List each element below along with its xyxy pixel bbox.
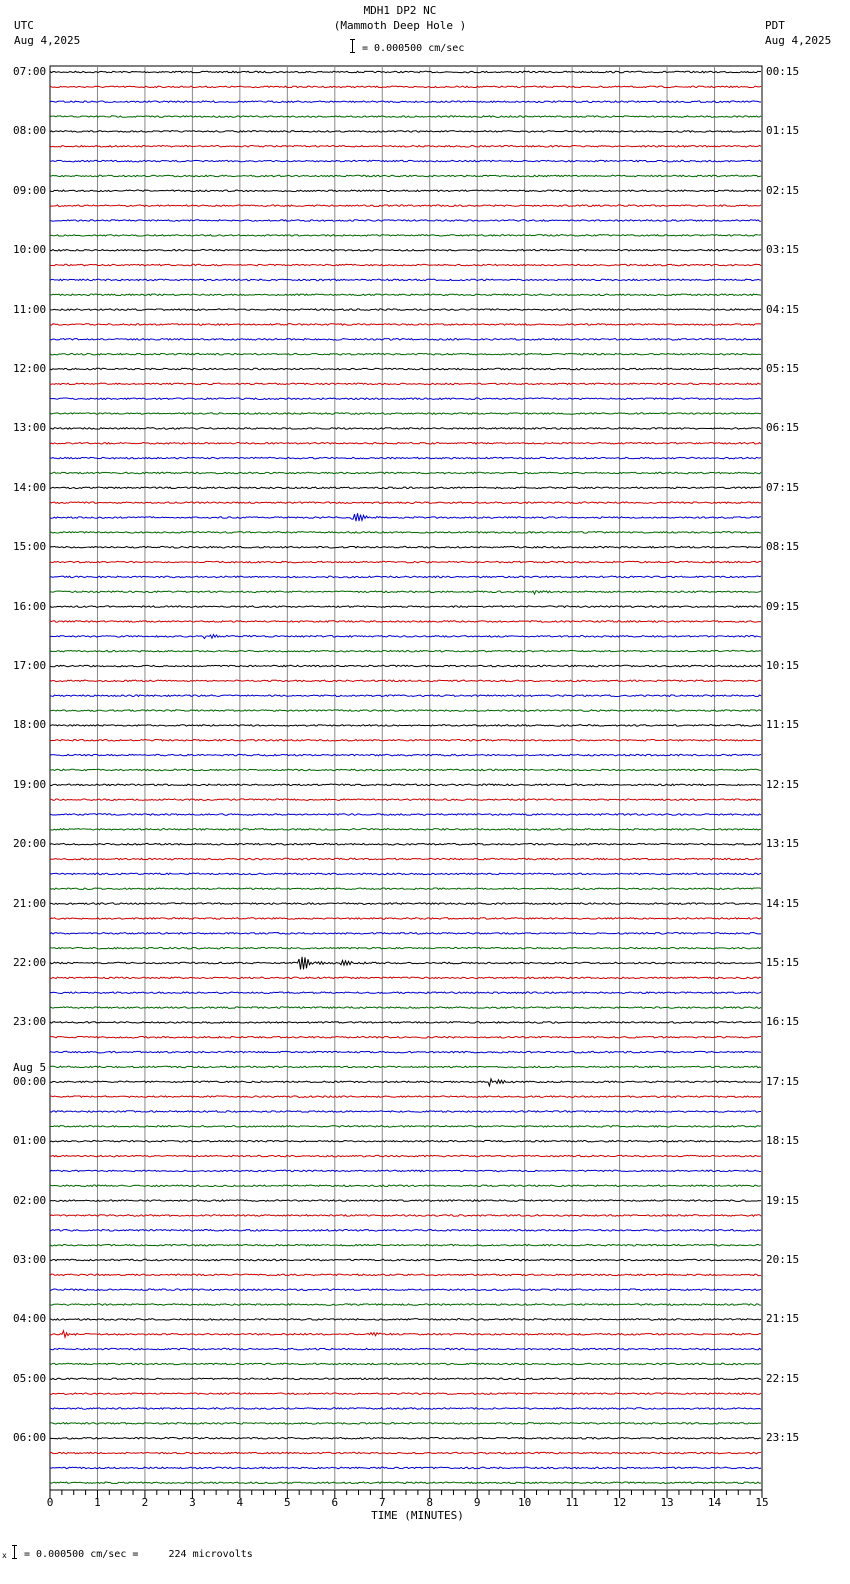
scale-label: = 0.000500 cm/sec bbox=[362, 43, 465, 54]
trace-line bbox=[50, 769, 761, 771]
trace-line bbox=[50, 634, 761, 638]
pdt-hour-label: 22:15 bbox=[766, 1371, 800, 1385]
x-tick-label: 14 bbox=[707, 1496, 722, 1509]
trace-line bbox=[50, 279, 761, 281]
utc-date-label: Aug 4,2025 bbox=[14, 34, 81, 47]
trace-line bbox=[50, 858, 761, 860]
utc-hour-label: 14:00 bbox=[13, 480, 47, 494]
trace-line bbox=[50, 1066, 761, 1068]
trace-line bbox=[50, 487, 761, 489]
trace-line bbox=[50, 532, 761, 534]
trace-line bbox=[50, 1036, 761, 1038]
utc-day-change-label: Aug 5 bbox=[13, 1060, 47, 1074]
trace-line bbox=[50, 1244, 761, 1246]
trace-line bbox=[50, 725, 761, 727]
trace-line bbox=[50, 428, 761, 430]
utc-hour-label: 10:00 bbox=[13, 243, 47, 257]
x-tick-label: 3 bbox=[189, 1496, 196, 1509]
trace-line bbox=[50, 1304, 761, 1306]
trace-line bbox=[50, 918, 761, 920]
pdt-hour-label: 15:15 bbox=[766, 956, 800, 969]
trace-line bbox=[50, 457, 761, 459]
trace-line bbox=[50, 175, 761, 177]
footer-scale-label: = 0.000500 cm/sec = 224 microvolts bbox=[24, 1549, 253, 1560]
trace-line bbox=[50, 957, 761, 970]
x-tick-label: 15 bbox=[755, 1496, 769, 1509]
utc-hour-label: 00:00 bbox=[13, 1074, 47, 1088]
pdt-hour-label: 04:15 bbox=[766, 302, 800, 316]
utc-hour-label: 21:00 bbox=[13, 896, 47, 910]
pdt-hour-label: 17:15 bbox=[766, 1074, 800, 1088]
trace-line bbox=[50, 814, 761, 816]
trace-line bbox=[50, 665, 761, 667]
trace-line bbox=[50, 888, 761, 890]
utc-hour-label: 03:00 bbox=[13, 1253, 47, 1266]
x-tick-label: 12 bbox=[612, 1496, 627, 1509]
trace-line bbox=[50, 1079, 761, 1086]
trace-line bbox=[50, 131, 761, 133]
pdt-date-label: Aug 4,2025 bbox=[765, 34, 832, 47]
trace-line bbox=[50, 413, 761, 415]
x-tick-label: 7 bbox=[378, 1496, 386, 1509]
trace-line bbox=[50, 1331, 761, 1338]
trace-line bbox=[50, 1096, 761, 1098]
trace-line bbox=[50, 829, 761, 831]
pdt-hour-label: 10:15 bbox=[766, 659, 800, 672]
trace-line bbox=[50, 606, 761, 608]
trace-line bbox=[50, 754, 761, 756]
trace-line bbox=[50, 220, 761, 222]
pdt-hour-label: 13:15 bbox=[766, 837, 800, 851]
trace-line bbox=[50, 145, 761, 147]
utc-hour-label: 01:00 bbox=[13, 1134, 47, 1148]
trace-line bbox=[50, 992, 761, 994]
trace-line bbox=[50, 86, 761, 88]
trace-line bbox=[50, 1437, 761, 1439]
utc-hour-label: 09:00 bbox=[13, 183, 47, 197]
trace-line bbox=[50, 309, 761, 311]
trace-line bbox=[50, 205, 761, 207]
x-tick-label: 6 bbox=[331, 1496, 339, 1509]
footer-scale-bar-icon bbox=[14, 1545, 15, 1559]
pdt-hour-label: 21:15 bbox=[766, 1312, 800, 1326]
trace-line bbox=[50, 513, 761, 521]
trace-line bbox=[50, 1126, 761, 1128]
trace-line bbox=[50, 502, 761, 504]
pdt-hour-label: 03:15 bbox=[766, 243, 800, 257]
utc-hour-label: 20:00 bbox=[13, 837, 47, 851]
x-tick-label: 1 bbox=[94, 1496, 101, 1509]
trace-line bbox=[50, 591, 761, 594]
trace-line bbox=[50, 695, 761, 697]
trace-line bbox=[50, 680, 761, 682]
x-tick-label: 10 bbox=[518, 1496, 532, 1509]
x-tick-label: 2 bbox=[141, 1496, 149, 1509]
pdt-hour-label: 16:15 bbox=[766, 1015, 800, 1029]
utc-hour-label: 17:00 bbox=[13, 659, 47, 672]
trace-line bbox=[50, 977, 761, 979]
utc-hour-label: 08:00 bbox=[13, 124, 47, 138]
trace-line bbox=[50, 1482, 761, 1484]
trace-line bbox=[50, 933, 761, 935]
x-axis-label: TIME (MINUTES) bbox=[371, 1509, 464, 1522]
pdt-hour-label: 12:15 bbox=[766, 777, 800, 791]
trace-line bbox=[50, 190, 761, 192]
trace-line bbox=[50, 1022, 761, 1024]
trace-line bbox=[50, 1348, 761, 1350]
trace-line bbox=[50, 710, 761, 712]
pdt-zone-label: PDT bbox=[765, 19, 785, 32]
utc-hour-label: 19:00 bbox=[13, 777, 47, 791]
trace-line bbox=[50, 561, 761, 563]
seismic-traces bbox=[50, 71, 761, 1483]
trace-line bbox=[50, 1289, 761, 1291]
trace-line bbox=[50, 1378, 761, 1380]
trace-line bbox=[50, 843, 761, 845]
utc-hour-label: 18:00 bbox=[13, 718, 47, 732]
utc-hour-label: 13:00 bbox=[13, 421, 47, 435]
utc-hour-label: 22:00 bbox=[13, 956, 47, 969]
pdt-hour-label: 18:15 bbox=[766, 1134, 800, 1148]
pdt-hour-label: 11:15 bbox=[766, 718, 800, 732]
trace-line bbox=[50, 1007, 761, 1009]
utc-hour-label: 05:00 bbox=[13, 1371, 47, 1385]
trace-line bbox=[50, 650, 761, 652]
x-tick-label: 13 bbox=[660, 1496, 674, 1509]
pdt-hour-label: 05:15 bbox=[766, 362, 800, 375]
trace-line bbox=[50, 873, 761, 875]
pdt-hour-label: 19:15 bbox=[766, 1193, 800, 1207]
x-tick-label: 9 bbox=[473, 1496, 481, 1509]
trace-line bbox=[50, 1363, 761, 1365]
trace-line bbox=[50, 1393, 761, 1395]
trace-line bbox=[50, 71, 761, 73]
trace-line bbox=[50, 398, 761, 400]
trace-line bbox=[50, 1140, 761, 1142]
utc-hour-label: 04:00 bbox=[13, 1312, 47, 1326]
trace-line bbox=[50, 1274, 761, 1276]
trace-line bbox=[50, 1423, 761, 1425]
trace-line bbox=[50, 235, 761, 237]
trace-line bbox=[50, 1200, 761, 1202]
trace-line bbox=[50, 116, 761, 118]
station-title: MDH1 DP2 NC bbox=[363, 4, 437, 17]
trace-line bbox=[50, 784, 761, 786]
trace-line bbox=[50, 621, 761, 623]
utc-hour-label: 23:00 bbox=[13, 1015, 47, 1029]
trace-line bbox=[50, 1215, 761, 1217]
x-tick-label: 8 bbox=[426, 1496, 434, 1509]
trace-line bbox=[50, 1452, 761, 1454]
trace-line bbox=[50, 339, 761, 341]
trace-line bbox=[50, 1051, 761, 1053]
utc-zone-label: UTC bbox=[14, 19, 34, 32]
pdt-hour-label: 14:15 bbox=[766, 896, 800, 910]
utc-hour-label: 15:00 bbox=[13, 540, 47, 554]
utc-hour-label: 16:00 bbox=[13, 599, 47, 613]
trace-line bbox=[50, 947, 761, 949]
trace-line bbox=[50, 739, 761, 741]
pdt-hour-label: 01:15 bbox=[766, 124, 800, 138]
utc-hour-label: 11:00 bbox=[13, 302, 47, 316]
pdt-hour-label: 08:15 bbox=[766, 540, 800, 554]
footer-marker: x bbox=[2, 1551, 7, 1560]
trace-line bbox=[50, 1259, 761, 1261]
pdt-hour-label: 07:15 bbox=[766, 480, 800, 494]
trace-line bbox=[50, 368, 761, 370]
trace-line bbox=[50, 1467, 761, 1469]
trace-line bbox=[50, 294, 761, 296]
trace-line bbox=[50, 264, 761, 266]
trace-line bbox=[50, 442, 761, 444]
scale-bar-icon bbox=[352, 39, 353, 53]
site-title: (Mammoth Deep Hole ) bbox=[333, 19, 467, 32]
pdt-hour-label: 20:15 bbox=[766, 1253, 800, 1266]
trace-line bbox=[50, 101, 761, 103]
utc-hour-label: 07:00 bbox=[13, 65, 47, 78]
trace-line bbox=[50, 546, 761, 548]
pdt-hour-label: 23:15 bbox=[766, 1431, 800, 1445]
utc-hour-label: 06:00 bbox=[13, 1431, 47, 1445]
trace-line bbox=[50, 1170, 761, 1172]
x-tick-label: 5 bbox=[284, 1496, 291, 1509]
pdt-hour-label: 02:15 bbox=[766, 183, 800, 197]
trace-line bbox=[50, 1230, 761, 1232]
trace-line bbox=[50, 472, 761, 474]
trace-line bbox=[50, 324, 761, 326]
trace-line bbox=[50, 1155, 761, 1157]
trace-line bbox=[50, 576, 761, 578]
x-tick-label: 0 bbox=[46, 1496, 54, 1509]
trace-line bbox=[50, 1408, 761, 1410]
x-tick-label: 4 bbox=[236, 1496, 244, 1509]
trace-line bbox=[50, 1319, 761, 1321]
trace-line bbox=[50, 353, 761, 355]
trace-line bbox=[50, 903, 761, 905]
utc-hour-label: 02:00 bbox=[13, 1193, 47, 1207]
pdt-hour-label: 00:15 bbox=[766, 65, 800, 78]
pdt-hour-label: 09:15 bbox=[766, 599, 800, 613]
trace-line bbox=[50, 799, 761, 801]
pdt-hour-label: 06:15 bbox=[766, 421, 800, 435]
trace-line bbox=[50, 383, 761, 385]
trace-line bbox=[50, 160, 761, 162]
trace-line bbox=[50, 249, 761, 251]
trace-line bbox=[50, 1185, 761, 1187]
trace-line bbox=[50, 1111, 761, 1113]
utc-hour-label: 12:00 bbox=[13, 362, 47, 375]
x-tick-label: 11 bbox=[565, 1496, 579, 1509]
